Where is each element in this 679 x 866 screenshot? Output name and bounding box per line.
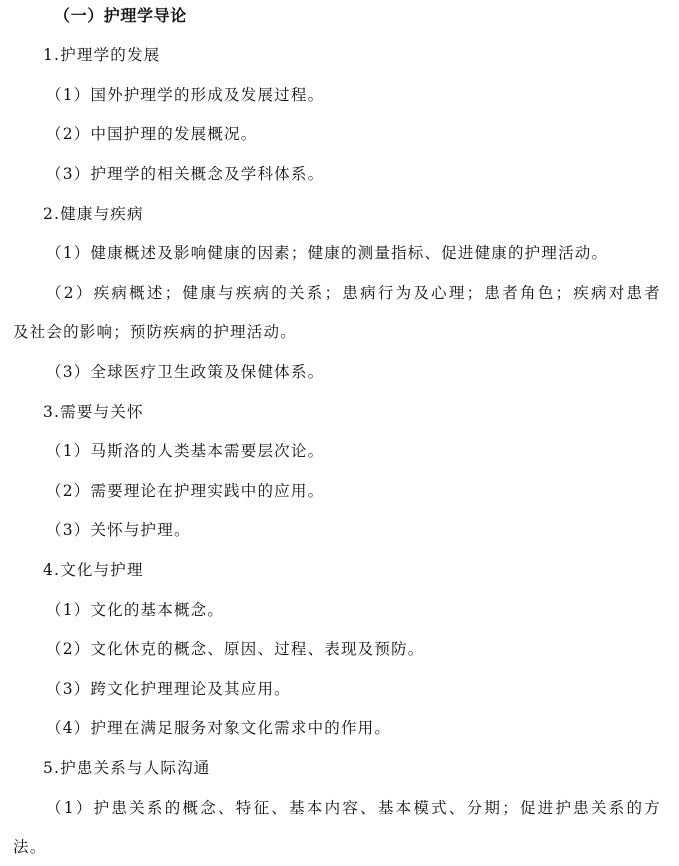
list-item: （2）文化休克的概念、原因、过程、表现及预防。 xyxy=(46,640,425,658)
list-item: （4）护理在满足服务对象文化需求中的作用。 xyxy=(46,719,392,737)
list-item: （1）护患关系的概念、特征、基本内容、基本模式、分期；促进护患关系的方 xyxy=(46,799,661,817)
list-item: （1）文化的基本概念。 xyxy=(46,601,225,619)
chapter-heading-4: 4.文化与护理 xyxy=(43,561,144,579)
list-item: （3）跨文化护理理论及其应用。 xyxy=(46,680,291,698)
chapter-heading-2: 2.健康与疾病 xyxy=(43,205,144,223)
chapter-heading-1: 1.护理学的发展 xyxy=(43,46,161,64)
section-title: （一）护理学导论 xyxy=(54,6,187,25)
chapter-heading-5: 5.护患关系与人际沟通 xyxy=(43,759,211,777)
list-item: （2）需要理论在护理实践中的应用。 xyxy=(46,482,325,500)
list-item-continuation: 及社会的影响；预防疾病的护理活动。 xyxy=(13,323,297,341)
list-item: （3）全球医疗卫生政策及保健体系。 xyxy=(46,363,325,381)
list-item-continuation: 法。 xyxy=(13,838,47,856)
list-item: （2）疾病概述；健康与疾病的关系；患病行为及心理；患者角色；疾病对患者 xyxy=(46,284,661,302)
list-item: （3）关怀与护理。 xyxy=(46,521,191,539)
list-item: （1）国外护理学的形成及发展过程。 xyxy=(46,86,325,104)
list-item: （3）护理学的相关概念及学科体系。 xyxy=(46,165,325,183)
list-item: （1）马斯洛的人类基本需要层次论。 xyxy=(46,442,325,460)
chapter-heading-3: 3.需要与关怀 xyxy=(43,403,144,421)
list-item: （1）健康概述及影响健康的因素；健康的测量指标、促进健康的护理活动。 xyxy=(46,244,609,262)
list-item: （2）中国护理的发展概况。 xyxy=(46,125,258,143)
